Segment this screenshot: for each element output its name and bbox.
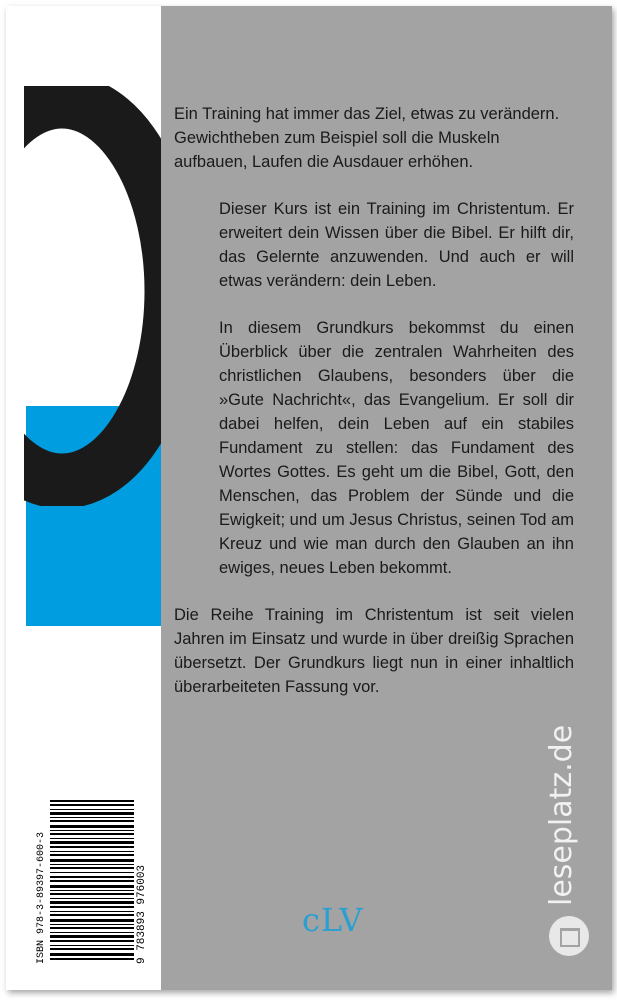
ean-digits: 9 783893 976003	[136, 864, 148, 964]
isbn-label: ISBN 978-3-89397-600-3	[36, 831, 47, 964]
book-icon	[549, 916, 589, 956]
blurb-paragraph-4: Die Reihe Training im Christentum ist seit vielen Jahren im Einsatz und wurde in über dreißig Sprachen übersetzt. Der Grundkurs liegt nun in einer inhaltlich überarbeiteten Fassung vor.	[174, 606, 574, 696]
isbn-barcode	[32, 796, 152, 966]
blurb-paragraph-1: Ein Training hat immer das Ziel, etwas zu verändern. Gewichtheben zum Beispiel soll die Muskeln aufbauen, Laufen die Ausdauer erhöhen.	[174, 105, 560, 171]
watermark-text: leseplatz.de	[544, 724, 579, 906]
large-letter-o-graphic	[24, 86, 174, 506]
blurb-text	[174, 102, 574, 722]
blurb-paragraph-2: Dieser Kurs ist ein Training im Christentum. Er erweitert dein Wissen über die Bibel. Er hilft dir, das Gelernte anzuwenden. Und auch er will etwas verändern: dein Leben.	[219, 200, 574, 290]
blurb-paragraph-3: In diesem Grundkurs bekommst du einen Überblick über die zentralen Wahrheiten des christlichen Glaubens, besonders über die »Gute Nachricht«, das Evangelium. Er soll dir dabei helfen, dein Leben auf ein stabiles Fundament zu stellen: das Fundament des Wortes Gottes. Es geht um die Bibel, Gott, den Menschen, das Problem der Sünde und die Ewigkeit; und um Jesus Christus, seinen Tod am Kreuz und wie man durch den Glauben an ihn ewiges, neues Leben bekommt.	[219, 319, 574, 577]
publisher-logo: cLV	[302, 901, 364, 939]
